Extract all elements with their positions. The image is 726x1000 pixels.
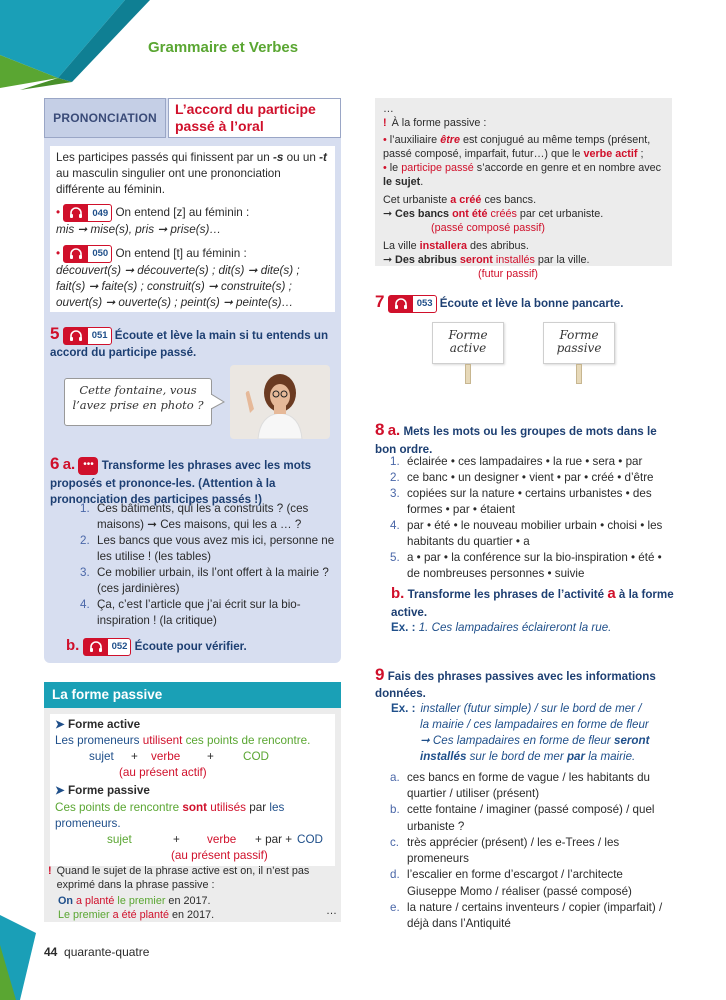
ex9-res-3: installés	[420, 749, 467, 763]
active-labels-line: sujet + verbe + COD	[55, 749, 330, 765]
note-ex2-rest: en 2017.	[169, 909, 215, 922]
pron-intro-1: Les participes passés qui finissent par un	[56, 151, 273, 164]
list-item	[390, 550, 674, 582]
headphones-icon	[64, 328, 88, 344]
exercise-7-instruction: Écoute et lève la bonne pancarte.	[439, 297, 624, 310]
page-number: 44	[44, 945, 58, 959]
passive-continue-dots: …	[326, 905, 337, 917]
item-text: l’escalier en forme d’escargot / l’architecte Giuseppe Momo / réaliser (passé composé)	[407, 868, 632, 898]
exercise-5	[50, 322, 335, 361]
active-tense: (au présent actif)	[119, 766, 207, 780]
corner-decoration-top	[0, 0, 150, 90]
note-ex2-verb: a été planté	[109, 909, 170, 922]
passive-label: Forme passive	[68, 784, 150, 798]
pron-bullet-2-text: On entend [t] au féminin :	[115, 246, 247, 260]
e2-passive-aux: seront	[459, 254, 493, 267]
passive-form-title: La forme passive	[44, 682, 341, 708]
pron-bullet-1-text: On entend [z] au féminin :	[115, 206, 250, 220]
passive-aux: sont	[182, 800, 208, 814]
rule-example-1-passive: ➞ Ces bancs ont été créés par cet urbaniste.	[383, 208, 604, 221]
example-label: Ex. :	[391, 621, 416, 634]
list-item	[80, 533, 336, 565]
pron-intro-t: -t	[319, 151, 327, 164]
passive-form-rule-card	[50, 714, 335, 866]
passive-label-subject: sujet	[107, 832, 132, 846]
rule-head: À la forme passive :	[391, 117, 487, 130]
note-ex1-cod: le premier	[114, 895, 166, 908]
audio-track-number: 053	[416, 298, 433, 310]
active-label-cod: COD	[243, 750, 269, 764]
e2-verb: installera	[419, 240, 468, 253]
item-letter: e.	[390, 900, 400, 914]
e1-passive-subject: Ces bancs	[395, 208, 453, 221]
item-number: 2.	[390, 470, 400, 484]
exercise-8-instruction: Mets les mots ou les groupes de mots dans le bon ordre.	[375, 425, 657, 456]
sign-stick	[576, 364, 582, 384]
audio-track-049-button[interactable]	[63, 204, 112, 222]
active-sentence	[55, 733, 330, 749]
speech-bubble: Cette fontaine, vous l’avez prise en photo ?	[64, 378, 212, 426]
sign-forme-passive[interactable]: Forme passive	[543, 322, 615, 364]
note-ex1-rest: en 2017.	[165, 895, 211, 908]
rule-b1-etre: être	[440, 134, 460, 147]
list-item	[80, 565, 336, 597]
rule-example-2-passive: ➞ Des abribus seront installés par la ville.	[383, 254, 590, 267]
exercise-6-b-label: b.	[66, 637, 80, 654]
exercise-8-b-text-2: à la forme active.	[391, 588, 674, 619]
exercise-8-b-label: b.	[391, 585, 405, 602]
exercise-7	[375, 290, 672, 313]
ex9-res-6: la mairie.	[584, 749, 636, 763]
audio-track-053-button[interactable]	[388, 295, 437, 313]
example-text: 1. Ces lampadaires éclaireront la rue.	[418, 621, 612, 634]
active-cod: ces points de rencontre.	[182, 734, 311, 748]
rule-example-1-active	[383, 193, 664, 207]
list-item	[390, 518, 674, 550]
audio-track-number: 052	[111, 641, 128, 653]
passive-note	[48, 864, 336, 922]
active-label-line: ➤ Forme active	[55, 718, 141, 731]
e1-tense: (passé composé passif)	[431, 222, 546, 235]
passive-label-line: ➤ Forme passive	[55, 784, 150, 798]
pron-bullet-1: • 049 On entend [z] au féminin :	[56, 204, 329, 222]
active-label-subject: sujet	[89, 750, 114, 764]
exercise-8-number: 8	[375, 420, 385, 439]
exercise-5-number: 5	[50, 324, 60, 343]
ex9-example-result	[391, 733, 675, 765]
item-text: Ça, c’est l’article que j’ai écrit sur la bio-inspiration ! (la critique)	[97, 597, 301, 627]
list-item	[80, 597, 336, 629]
exercise-8-part-b	[391, 584, 675, 621]
pron-intro-2: ou un	[283, 151, 320, 164]
photo-woman-waving	[230, 365, 330, 439]
exercise-6-part-b	[66, 636, 336, 657]
e1-passive-rest: par cet urbaniste.	[516, 208, 604, 221]
rule-b2-a: le	[389, 162, 402, 175]
e2-tense: (futur passif)	[478, 268, 538, 281]
item-text: Les bancs que vous avez mis ici, personne ne les utilise ! (les tables)	[97, 533, 335, 563]
item-text: la nature / certains inventeurs / copier (imparfait) / déjà dans l’Antiquité	[407, 900, 663, 930]
exercise-9-number: 9	[375, 665, 385, 684]
header-grammaire: Grammaire	[148, 39, 228, 56]
ex9-res-5: par	[566, 749, 585, 763]
item-number: 1.	[80, 502, 90, 515]
item-number: 2.	[80, 533, 90, 547]
pronunciation-rule-box	[50, 146, 335, 312]
exercise-5-instruction: Écoute et lève la main si tu entends un accord du participe passé.	[50, 329, 329, 360]
passive-labels-line: sujet + verbe + par + COD	[55, 832, 330, 848]
rule-bullet-2: • le participe passé s’accorde en genre et en nombre avec le sujet.	[383, 162, 662, 189]
list-item	[390, 770, 674, 802]
passive-par: par	[246, 800, 270, 814]
rule-bullet-1: • l’auxiliaire être est conjugué au même temps (présent, passé composé, imparfait, futur…) que le verbe actif ;	[383, 134, 651, 161]
e1-passive-aux: ont été	[452, 208, 488, 221]
item-text: par • été • le nouveau mobilier urbain • choisi • les habitants du quartier • a	[407, 518, 663, 548]
exercise-6-part-a: a.	[62, 456, 76, 473]
exercise-7-number: 7	[375, 292, 385, 311]
rule-b2-c: s’accorde en genre et en nombre avec	[473, 162, 662, 175]
pron-bullet-1-examples: mis ➞ mise(s), pris ➞ prise(s)…	[56, 223, 222, 237]
rule-b1-e: ;	[637, 148, 644, 161]
list-item	[80, 501, 336, 533]
passive-participle: utilisés	[207, 800, 246, 814]
item-text: Ce mobilier urbain, ils l’ont offert à la mairie ? (ces jardinières)	[97, 565, 329, 595]
pron-intro-3: au masculin singulier ont une prononciation différente au féminin.	[56, 167, 281, 197]
item-number: 3.	[390, 486, 400, 500]
item-letter: c.	[390, 835, 400, 849]
pron-intro-s: -s	[273, 151, 284, 164]
page-header-title	[148, 38, 298, 59]
rule-b2-sujet: le sujet	[383, 176, 421, 189]
item-number: 5.	[390, 550, 400, 564]
passive-note-example-2	[48, 908, 336, 922]
pron-bullet-2-line-2: fait(s) ➞ faite(s) ; construit(s) ➞ construite(s) ;	[56, 279, 292, 293]
audio-track-050-button[interactable]	[63, 245, 112, 263]
audio-track-051-button[interactable]	[63, 327, 112, 345]
list-item	[390, 900, 674, 932]
list-item	[390, 867, 674, 899]
pronunciation-tag: PRONONCIATION	[44, 98, 166, 138]
rule-b1-c: est conjugué au même temps (présent, passé composé, imparfait, futur…) que le	[383, 134, 651, 161]
continued-dots: …	[383, 103, 394, 115]
rule-b1-verbe-actif: verbe actif	[583, 148, 638, 161]
rule-b2-e: .	[420, 176, 424, 189]
passive-sentence	[55, 800, 330, 832]
item-number: 3.	[80, 565, 90, 579]
headphones-icon	[64, 246, 88, 262]
example-label: Ex. :	[391, 702, 416, 715]
ex9-example-line-1	[391, 701, 675, 717]
exercise-8-list	[390, 454, 674, 582]
exercise-6-b-instruction: Écoute pour vérifier.	[134, 640, 247, 653]
item-text: cette fontaine / imaginer (passé composé) / quel urbaniste ?	[407, 803, 655, 833]
exercise-8-b-ref: a	[607, 585, 616, 602]
active-verb: utilisent	[142, 734, 183, 748]
headphones-icon	[64, 205, 88, 221]
header-et: et	[227, 39, 249, 56]
exercise-8-b-text-1: Transforme les phrases de l’activité	[407, 588, 608, 601]
exercise-9-list	[390, 770, 674, 932]
item-text: Ces bâtiments, qui les a construits ? (ces maisons) ➞ Ces maisons, qui les a … ?	[97, 502, 309, 531]
e2-rest: des abribus.	[467, 240, 529, 253]
active-label: Forme active	[68, 718, 141, 731]
passive-note-text: Quand le sujet de la phrase active est on, il n’est pas exprimé dans la phrase passive :	[56, 865, 310, 892]
item-text: très apprécier (présent) / les e-Trees / les promeneurs	[407, 835, 620, 866]
warning-icon: !	[48, 865, 52, 877]
list-item	[390, 486, 674, 518]
item-letter: d.	[390, 868, 400, 882]
pron-bullet-2-line-1: découvert(s) ➞ découverte(s) ; dit(s) ➞ dite(s) ;	[56, 263, 300, 277]
e2-subject: La ville	[383, 240, 420, 253]
item-text: éclairée • ces lampadaires • la rue • sera • par	[407, 455, 643, 468]
passive-tense: (au présent passif)	[171, 848, 268, 862]
list-item	[390, 802, 674, 834]
item-letter: a.	[390, 771, 400, 784]
passive-note-example-1	[48, 894, 336, 908]
exercise-6-number: 6	[50, 454, 60, 473]
warning-icon: !	[383, 117, 387, 130]
e1-subject: Cet urbaniste	[383, 194, 451, 207]
active-label-verb: verbe	[151, 750, 181, 764]
e1-passive-participle: créés	[487, 208, 517, 221]
passive-label-par: + par +	[255, 832, 293, 846]
e1-rest: ces bancs.	[481, 194, 537, 207]
exercise-8-example	[391, 620, 675, 636]
headphones-icon	[389, 296, 413, 312]
exercise-9-example	[391, 701, 675, 765]
ex9-example-1: installer (futur simple) / sur le bord de mer /	[420, 702, 642, 715]
ex9-res-1: ➞ Ces lampadaires en forme de fleur	[420, 733, 615, 747]
list-item	[390, 470, 674, 486]
exercise-8	[375, 418, 675, 458]
header-verbes: Verbes	[248, 39, 299, 56]
passive-label-cod: COD	[297, 832, 323, 846]
item-text: a • par • la conférence sur la bio-inspiration • été • de nombreuses personnes • suivie	[407, 550, 662, 580]
corner-decoration-bottom	[0, 915, 36, 1000]
sign-stick	[465, 364, 471, 384]
pron-intro	[56, 150, 329, 198]
item-number: 4.	[390, 518, 400, 532]
list-item	[390, 835, 674, 867]
audio-track-number: 051	[91, 330, 108, 342]
ex9-res-2: seront	[614, 733, 650, 747]
item-letter: b.	[390, 803, 400, 817]
page-number-word: quarante-quatre	[64, 945, 150, 959]
headphones-icon	[84, 639, 108, 655]
item-text: copiées sur la nature • certains urbanistes • des formes • par • étaient	[407, 486, 652, 516]
rule-b2-participe: participe passé	[401, 162, 474, 175]
exercise-9-instruction: Fais des phrases passives avec les informations données.	[375, 670, 656, 701]
passive-note-line	[48, 864, 336, 892]
exercise-8-part-a: a.	[387, 422, 401, 439]
pron-bullet-2: • 050 On entend [t] au féminin :	[56, 245, 329, 263]
note-ex1-verb: a planté	[73, 895, 115, 908]
rule-b1-a: l’auxiliaire	[389, 134, 441, 147]
ex9-example-2: la mairie / ces lampadaires en forme de fleur	[420, 717, 649, 731]
active-subject: Les promeneurs	[55, 734, 143, 748]
exercise-6-list	[80, 501, 336, 629]
item-number: 1.	[390, 455, 400, 468]
speech-icon: •••	[78, 457, 98, 475]
exercise-9	[375, 663, 675, 702]
exercise-6-instruction: Transforme les phrases avec les mots proposés et prononce-les. (Attention à la prononciation des participes passés !)	[50, 459, 312, 506]
passive-rule-continuation-box	[375, 98, 672, 281]
audio-track-052-button[interactable]	[83, 638, 132, 656]
rule-example-2-active	[383, 239, 664, 253]
note-ex2-subject: Le premier	[58, 909, 110, 922]
item-text: ce banc • un designer • vient • par • créé • d’être	[407, 470, 654, 484]
page-footer	[44, 944, 149, 961]
pron-bullet-2-line-3: ouvert(s) ➞ ouverte(s) ; peint(s) ➞ peinte(s)…	[56, 295, 294, 309]
audio-track-number: 049	[92, 207, 109, 219]
e1-verb: a créé	[450, 194, 482, 207]
e2-passive-participle: installés	[492, 254, 535, 267]
rule-head-line	[383, 116, 664, 130]
list-item	[390, 454, 674, 470]
speech-bubble-tail	[211, 394, 225, 410]
passive-label-verb: verbe	[207, 832, 237, 846]
sign-forme-active[interactable]: Forme active	[432, 322, 504, 364]
audio-track-number: 050	[92, 248, 109, 259]
note-ex1-subject: On	[58, 895, 73, 908]
e2-passive-subject: Des abribus	[395, 254, 460, 267]
ex9-res-4: sur le bord de mer	[466, 749, 567, 763]
passive-subject: Ces points de rencontre	[55, 800, 183, 814]
item-text: ces bancs en forme de vague / les habitants du quartier / utiliser (présent)	[407, 771, 650, 801]
passive-agent: les promeneurs.	[55, 800, 285, 830]
item-number: 4.	[80, 597, 90, 611]
e2-passive-rest: par la ville.	[534, 254, 590, 267]
pronunciation-title: L’accord du participe passé à l’oral	[168, 98, 341, 138]
exercise-6	[50, 452, 335, 508]
